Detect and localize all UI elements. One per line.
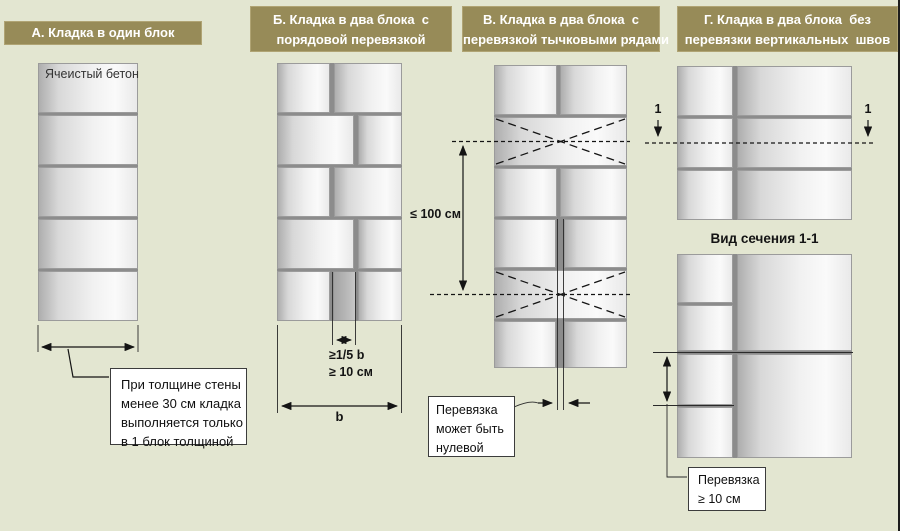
masonry-block: [737, 254, 852, 351]
header-row-block: [494, 270, 627, 319]
masonry-block: [677, 407, 733, 458]
masonry-block: [677, 354, 733, 405]
masonry-block: [334, 167, 402, 217]
masonry-block: [560, 168, 627, 217]
masonry-block: [38, 271, 138, 321]
masonry-block: [737, 66, 852, 116]
masonry-block: [677, 254, 733, 303]
section-view-title: Вид сечения 1-1: [710, 231, 819, 246]
callout-line: Перевязка: [436, 403, 498, 417]
masonry-block: [737, 170, 852, 220]
masonry-block: [677, 66, 733, 116]
overlap-dimension-label-1: ≥1/5 b: [329, 348, 365, 362]
masonry-block: [494, 65, 557, 115]
wall-v-header-rows: [494, 65, 627, 368]
callout-line: в 1 блок толщиной: [121, 434, 234, 449]
material-label: Ячеистый бетон: [45, 67, 139, 81]
panel-a-header: [4, 21, 202, 45]
masonry-block: [277, 167, 330, 217]
panel-g-header-line2: перевязки вертикальных швов: [684, 32, 891, 47]
masonry-block: [560, 65, 627, 115]
overlap-zone-block: [333, 271, 356, 321]
callout-v-leader: [514, 402, 590, 407]
masonry-block: [277, 63, 330, 113]
masonry-block: [564, 321, 627, 368]
overlap-dimension-label-2: ≥ 10 см: [329, 365, 373, 379]
masonry-block: [677, 118, 733, 168]
masonry-block: [677, 305, 733, 351]
callout-wall-thickness: [110, 368, 247, 449]
masonry-block: [564, 219, 627, 268]
wall-g-no-bond: [677, 66, 852, 220]
header-row-block: [494, 117, 627, 166]
wall-width-label: b: [335, 409, 344, 424]
section-view-1-1: [677, 254, 852, 458]
masonry-block: [277, 271, 330, 321]
masonry-block: [737, 118, 852, 168]
callout-line: При толщине стены: [121, 377, 241, 392]
masonry-block: [494, 219, 556, 268]
height-dimension-label: ≤ 100 см: [410, 207, 461, 221]
masonry-block: [38, 167, 138, 217]
panel-g-header: [677, 6, 898, 52]
masonry-block: [334, 63, 402, 113]
callout-bond-10cm: [688, 467, 766, 511]
wall-a-single-block: [38, 63, 138, 321]
section-marker-left: 1: [654, 102, 662, 116]
masonry-block: [38, 219, 138, 269]
masonry-block: [358, 271, 402, 321]
masonry-block: [677, 170, 733, 220]
callout-line: может быть: [436, 422, 504, 436]
panel-v-header-line2: перевязкой тычковыми рядами: [463, 32, 670, 47]
panel-a-header-label: А. Кладка в один блок: [31, 25, 175, 40]
panel-g-header-line1: Г. Кладка в два блока без: [704, 12, 871, 27]
section-marker-right: 1: [864, 102, 872, 116]
masonry-block: [494, 321, 556, 368]
masonry-block: [38, 115, 138, 165]
callout-line: нулевой: [436, 441, 484, 455]
panel-b-header: [250, 6, 452, 52]
panel-b-header-line2: порядовой перевязкой: [276, 32, 426, 47]
masonry-block: [358, 115, 402, 165]
masonry-block: [277, 115, 354, 165]
masonry-block: [277, 219, 354, 269]
panel-b-header-line1: Б. Кладка в два блока с: [272, 12, 430, 27]
wall-b-course-bond: [277, 63, 402, 321]
masonry-block: [358, 219, 402, 269]
masonry-block: [737, 354, 852, 458]
masonry-block: [494, 168, 557, 217]
callout-line: Перевязка: [698, 473, 760, 487]
callout-line: выполняется только: [121, 415, 243, 430]
panel-v-header: [462, 6, 670, 52]
callout-line: менее 30 см кладка: [121, 396, 241, 411]
callout-zero-bond: [428, 396, 515, 457]
panel-v-header-line1: В. Кладка в два блока с: [482, 12, 640, 27]
callout-line: ≥ 10 см: [698, 492, 741, 506]
